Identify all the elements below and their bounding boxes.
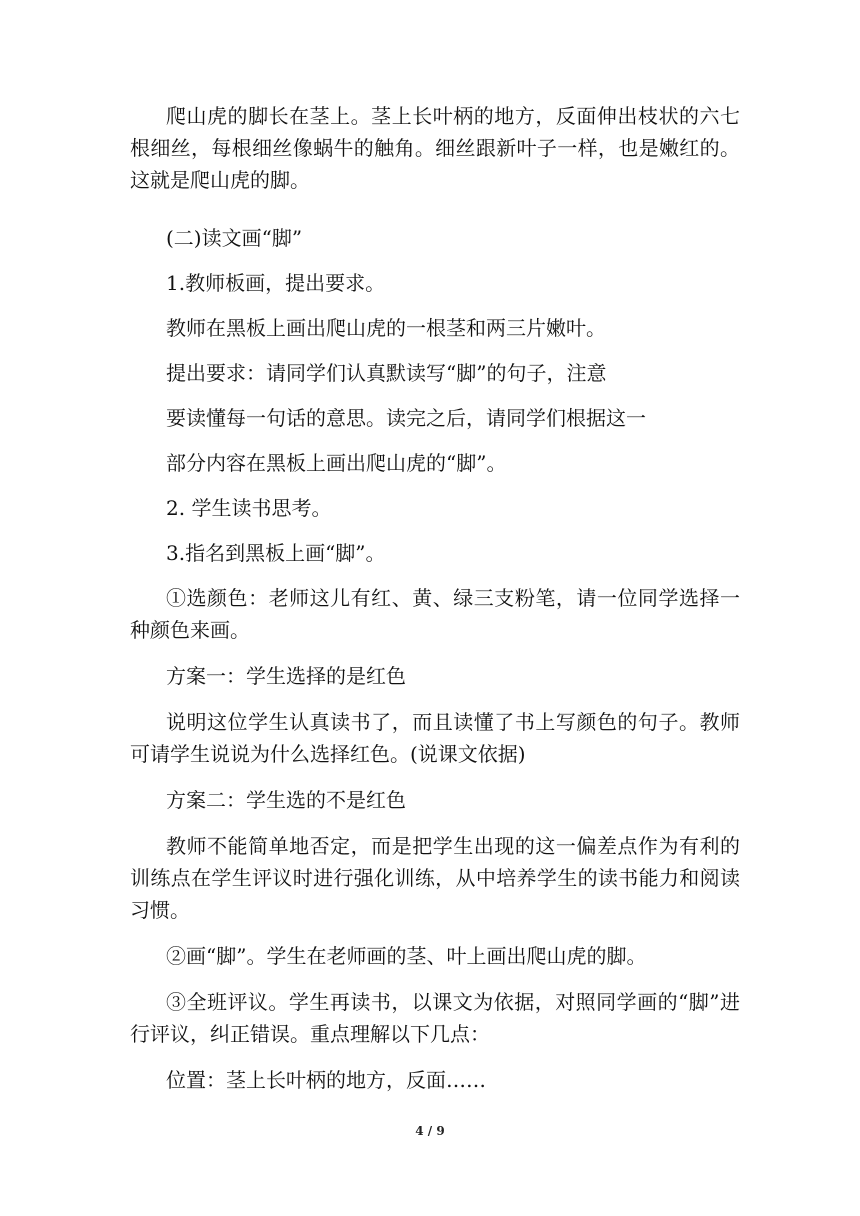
page-number: 4 / 9 [415,1124,445,1138]
plan-one-heading: 方案一：学生选择的是红色 [166,664,406,688]
plan-two-heading: 方案二：学生选的不是红色 [166,788,406,812]
paragraph-draw-feet: ②画“脚”。学生在老师画的茎、叶上画出爬山虎的脚。 [166,944,647,968]
paragraph-requirement-line-3: 部分内容在黑板上画出爬山虎的“脚”。 [166,451,507,475]
paragraph-requirement-line-2: 要读懂每一句话的意思。读完之后，请同学们根据这一 [166,406,646,430]
section-heading: (二)读文画“脚” [166,226,303,250]
step-3-heading: 3.指名到黑板上画“脚”。 [166,541,386,565]
paragraph-teacher-draws: 教师在黑板上画出爬山虎的一根茎和两三片嫩叶。 [166,316,606,340]
step-2-heading: 2. 学生读书思考。 [166,496,332,520]
paragraph-choose-color: ①选颜色：老师这儿有红、黄、绿三支粉笔，请一位同学选择一种颜色来画。 [130,586,740,642]
document-body [130,100,740,1096]
paragraph-plan-two: 教师不能简单地否定，而是把学生出现的这一偏差点作为有利的训练点在学生评议时进行强化训练，从中培养学生的读书能力和阅读习惯。 [130,834,740,922]
paragraph-1: 爬山虎的脚长在茎上。茎上长叶柄的地方，反面伸出枝状的六七根细丝，每根细丝像蜗牛的触角。细丝跟新叶子一样，也是嫩红的。这就是爬山虎的脚。 [130,104,740,192]
paragraph-class-review: ③全班评议。学生再读书，以课文为依据，对照同学画的“脚”进行评议，纠正错误。重点理解以下几点： [130,990,740,1046]
paragraph-position: 位置：茎上长叶柄的地方，反面…… [166,1068,486,1092]
paragraph-plan-one: 说明这位学生认真读书了，而且读懂了书上写颜色的句子。教师可请学生说说为什么选择红色。(说课文依据) [130,710,740,766]
paragraph-requirement-line-1: 提出要求：请同学们认真默读写“脚”的句子，注意 [166,361,607,385]
step-1-heading: 1.教师板画，提出要求。 [166,271,386,295]
